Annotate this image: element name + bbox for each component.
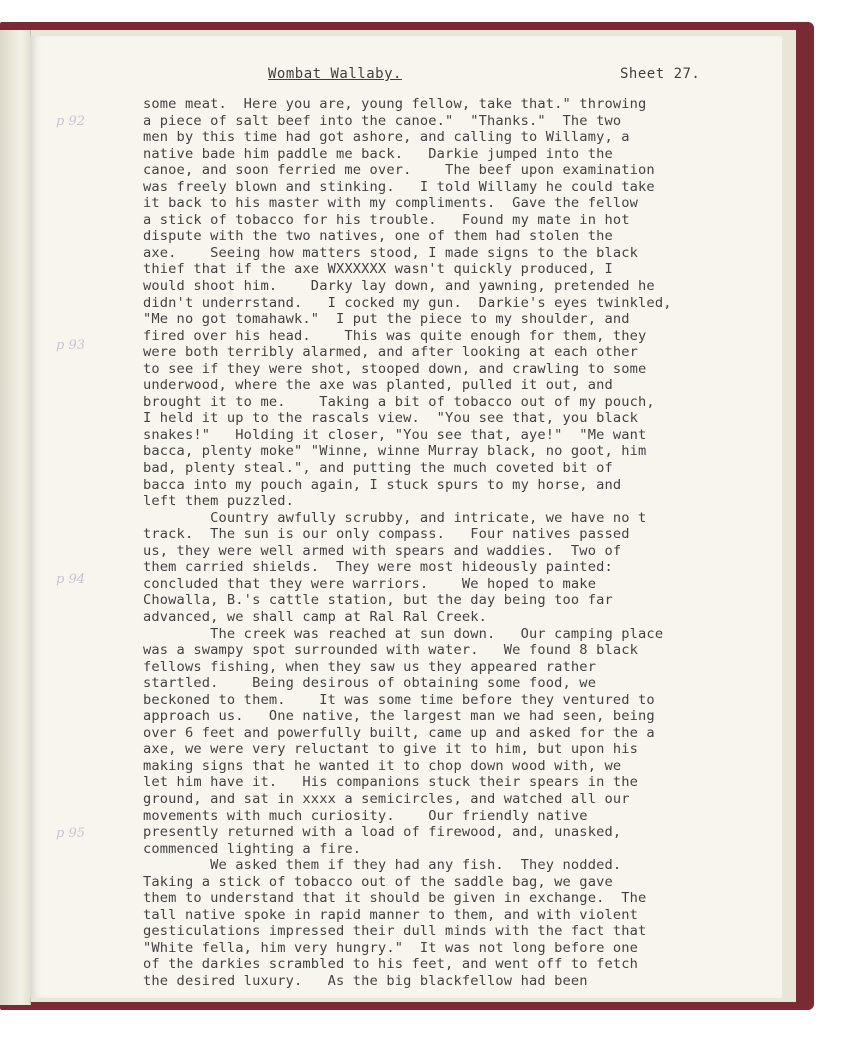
margin-note: p 95 xyxy=(56,826,85,841)
text-line: thief that if the axe WXXXXXX wasn't quickly produced, I xyxy=(143,261,613,278)
text-line: gesticulations impressed their dull minds with the fact that xyxy=(143,923,647,940)
text-line: a piece of salt beef into the canoe." "Thanks." The two xyxy=(143,112,622,129)
text-line: bacca into my pouch again, I stuck spurs to my horse, and xyxy=(143,476,622,493)
text-line: of the darkies scrambled to his feet, and went off to fetch xyxy=(143,956,639,973)
text-line: beckoned to them. It was some time before they ventured to xyxy=(143,691,655,708)
margin-note: p 93 xyxy=(56,338,85,353)
text-line: tall native spoke in rapid manner to them, and with violent xyxy=(143,906,639,923)
text-line: axe, we were very reluctant to give it to him, but upon his xyxy=(143,741,639,758)
text-line: We asked them if they had any fish. They nodded. xyxy=(143,857,622,874)
text-line: were both terribly alarmed, and after looking at each other xyxy=(143,344,639,361)
text-line: was a swampy spot surrounded with water. We found 8 black xyxy=(143,642,639,659)
text-line: bacca, plenty moke" "Winne, winne Murray black, no goot, him xyxy=(143,443,647,460)
text-line: Chowalla, B.'s cattle station, but the day being too far xyxy=(143,592,613,609)
text-line: concluded that they were warriors. We hoped to make xyxy=(143,575,597,592)
text-line: over 6 feet and powerfully built, came up and asked for the a xyxy=(143,724,655,741)
text-line: movements with much curiosity. Our friendly native xyxy=(143,807,588,824)
text-line: it back to his master with my compliments. Gave the fellow xyxy=(143,195,639,212)
text-line: "White fella, him very hungry." It was not long before one xyxy=(143,939,639,956)
typed-page xyxy=(30,36,782,998)
text-line: the desired luxury. As the big blackfellow had been xyxy=(143,972,588,989)
left-page-leaf xyxy=(0,30,31,1005)
text-line: fired over his head. This was quite enough for them, they xyxy=(143,327,647,344)
margin-note: p 92 xyxy=(56,114,85,129)
text-line: brought it to me. Taking a bit of tobacco out of my pouch, xyxy=(143,393,655,410)
text-line: fellows fishing, when they saw us they appeared rather xyxy=(143,658,597,675)
text-line: men by this time had got ashore, and calling to Willamy, a xyxy=(143,129,630,146)
text-line: canoe, and soon ferried me over. The beef upon examination xyxy=(143,162,655,179)
text-line: would shoot him. Darky lay down, and yawning, pretended he xyxy=(143,278,655,295)
text-line: didn't underrstand. I cocked my gun. Darkie's eyes twinkled, xyxy=(143,294,672,311)
page-header xyxy=(30,66,782,86)
text-line: underwood, where the axe was planted, pulled it out, and xyxy=(143,377,613,394)
text-line: startled. Being desirous of obtaining some food, we xyxy=(143,675,597,692)
text-line: I held it up to the rascals view. "You see that, you black xyxy=(143,410,639,427)
text-line: let him have it. His companions stuck their spears in the xyxy=(143,774,639,791)
text-line: left them puzzled. xyxy=(143,493,295,510)
text-line: Country awfully scrubby, and intricate, we have no t xyxy=(143,509,647,526)
text-line: a stick of tobacco for his trouble. Found my mate in hot xyxy=(143,211,630,228)
margin-note: p 94 xyxy=(56,572,85,587)
text-line: commenced lighting a fire. xyxy=(143,840,362,857)
text-line: Taking a stick of tobacco out of the saddle bag, we gave xyxy=(143,873,613,890)
text-line: native bade him paddle me back. Darkie jumped into the xyxy=(143,145,613,162)
text-line: them carried shields. They were most hideously painted: xyxy=(143,559,613,576)
sheet-number: Sheet 27. xyxy=(620,66,701,82)
text-line: axe. Seeing how matters stood, I made signs to the black xyxy=(143,244,639,261)
text-line: some meat. Here you are, young fellow, take that." throwing xyxy=(143,96,647,112)
text-line: dispute with the two natives, one of them had stolen the xyxy=(143,228,613,245)
text-line: The creek was reached at sun down. Our camping place xyxy=(143,625,664,642)
text-line: making signs that he wanted it to chop down wood with, we xyxy=(143,757,622,774)
text-line: "Me no got tomahawk." I put the piece to my shoulder, and xyxy=(143,311,630,328)
page-body-text xyxy=(143,96,743,990)
text-line: presently returned with a load of firewood, and, unasked, xyxy=(143,824,622,841)
page-title: Wombat Wallaby. xyxy=(268,66,402,82)
text-line: snakes!" Holding it closer, "You see that, aye!" "Me want xyxy=(143,426,647,443)
text-line: was freely blown and stinking. I told Willamy he could take xyxy=(143,178,655,195)
text-line: ground, and sat in xxxx a semicircles, and watched all our xyxy=(143,790,630,807)
text-line: us, they were well armed with spears and waddies. Two of xyxy=(143,542,622,559)
text-line: to see if they were shot, stooped down, and crawling to some xyxy=(143,360,647,377)
text-line: approach us. One native, the largest man we had seen, being xyxy=(143,708,655,725)
text-line: advanced, we shall camp at Ral Ral Creek. xyxy=(143,608,488,625)
text-line: track. The sun is our only compass. Four natives passed xyxy=(143,526,630,543)
text-line: them to understand that it should be given in exchange. The xyxy=(143,890,647,907)
text-line: bad, plenty steal.", and putting the much coveted bit of xyxy=(143,460,613,477)
